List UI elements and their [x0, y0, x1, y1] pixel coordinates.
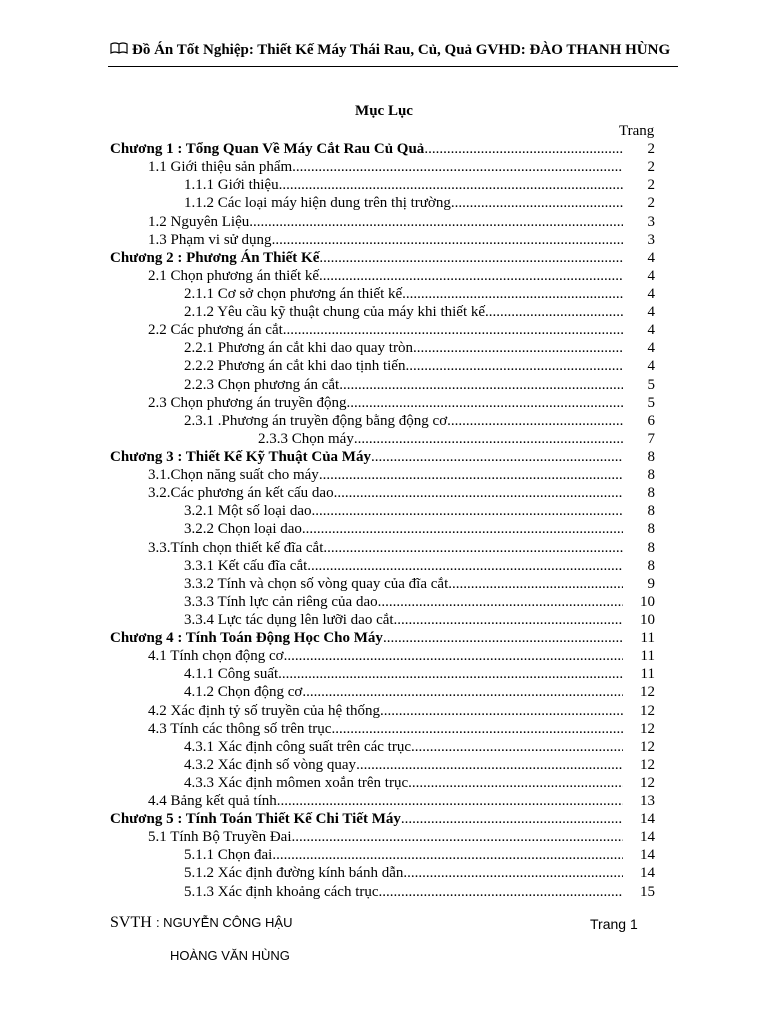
toc-entry[interactable] — [110, 665, 655, 683]
toc-entry-title: 2.2.1 Phương án cắt khi dao quay tròn — [184, 340, 413, 357]
toc-entry-page: 14 — [640, 811, 655, 828]
toc-entry-page: 11 — [640, 630, 655, 647]
toc-entry-page: 12 — [640, 720, 655, 737]
toc-entry[interactable] — [110, 683, 655, 701]
toc-entry-title: Chương 5 : Tính Toán Thiết Kế Chi Tiết Máy — [110, 811, 401, 828]
dot-leader — [448, 576, 623, 593]
toc-entry-page: 13 — [640, 793, 655, 810]
toc-entry[interactable] — [110, 484, 655, 502]
toc-entry[interactable] — [110, 575, 655, 593]
toc-entry-page: 9 — [647, 575, 655, 592]
toc-entry-page: 8 — [647, 557, 655, 574]
toc-entry-page: 2 — [647, 177, 655, 194]
toc-entry[interactable] — [110, 864, 655, 882]
toc-entry[interactable] — [110, 756, 655, 774]
toc-entry[interactable] — [110, 538, 655, 556]
toc-entry[interactable] — [110, 212, 655, 230]
toc-entry[interactable] — [110, 412, 655, 430]
toc-entry-title: 3.2.1 Một số loại dao — [184, 503, 312, 520]
toc-entry-page: 4 — [647, 285, 655, 302]
toc-entry-title: 4.2 Xác định tỷ số truyền của hệ thống — [148, 702, 381, 719]
toc-entry-title: 3.1.Chọn năng suất cho máy — [148, 467, 319, 484]
toc-entry-title: 3.3.1 Kết cấu đĩa cắt — [184, 557, 308, 574]
toc-entry-title: 5.1 Tính Bộ Truyền Đai — [148, 829, 292, 846]
toc-entry-page: 4 — [647, 322, 655, 339]
toc-entry-page: 8 — [647, 539, 655, 556]
toc-entry-title: 5.1.2 Xác định đường kính bánh dẫn — [184, 865, 404, 882]
page-header — [110, 42, 690, 59]
toc-entry-title: Chương 2 : Phương Án Thiết Kế — [110, 249, 320, 266]
dot-leader — [279, 177, 623, 194]
toc-entry-title: 1.1.2 Các loại máy hiện dung trên thị trường — [184, 195, 451, 212]
dot-leader — [403, 865, 623, 882]
dot-leader — [292, 829, 624, 846]
dot-leader — [383, 630, 623, 647]
dot-leader — [394, 612, 623, 629]
dot-leader — [272, 232, 623, 249]
dot-leader — [451, 195, 623, 212]
toc-entry-page: 8 — [647, 521, 655, 538]
toc-entry[interactable] — [110, 339, 655, 357]
toc-entry[interactable] — [110, 520, 655, 538]
dot-leader — [379, 884, 623, 901]
toc-entry[interactable] — [110, 738, 655, 756]
toc-entry-title: 3.2.Các phương án kết cấu dao — [148, 485, 334, 502]
toc-entry[interactable] — [110, 466, 655, 484]
dot-leader — [292, 159, 623, 176]
toc-entry-page: 8 — [647, 448, 655, 465]
dot-leader — [277, 793, 623, 810]
toc-entry-title: 3.2.2 Chọn loại dao — [184, 521, 302, 538]
dot-leader — [307, 558, 623, 575]
toc-entry-page: 2 — [647, 159, 655, 176]
dot-leader — [284, 648, 623, 665]
toc-entry[interactable] — [110, 303, 655, 321]
toc-entry[interactable] — [110, 502, 655, 520]
dot-leader — [319, 268, 623, 285]
dot-leader — [354, 431, 623, 448]
toc-entry-title: 4.3 Tính các thông số trên trục — [148, 720, 332, 737]
toc-entry[interactable] — [110, 647, 655, 665]
toc-entry[interactable] — [110, 828, 655, 846]
toc-entry-page: 8 — [647, 467, 655, 484]
toc-entry-title: 3.3.3 Tính lực cản riêng của dao — [184, 593, 378, 610]
toc-chapter-entry[interactable] — [110, 448, 655, 466]
toc-entry[interactable] — [110, 321, 655, 339]
toc-entry[interactable] — [110, 394, 655, 412]
toc-entry-title: 1.2 Nguyên Liệu — [148, 213, 250, 230]
toc-chapter-entry[interactable] — [110, 249, 655, 267]
dot-leader — [401, 811, 623, 828]
toc-entry[interactable] — [110, 176, 655, 194]
toc-entry[interactable] — [110, 720, 655, 738]
toc-entry-title: Chương 1 : Tổng Quan Về Máy Cắt Rau Củ Quả — [110, 141, 425, 158]
toc-entry-title: 4.4 Bảng kết quả tính — [148, 793, 277, 810]
toc-entry-page: 3 — [647, 231, 655, 248]
dot-leader — [356, 757, 623, 774]
toc-entry-page: 10 — [640, 593, 655, 610]
toc-entry-title: 4.1 Tính chọn động cơ — [148, 648, 284, 665]
toc-entry-title: 3.3.Tính chọn thiết kế đĩa cắt — [148, 539, 324, 556]
toc-entry-page: 15 — [640, 883, 655, 900]
dot-leader — [380, 703, 623, 720]
toc-entry[interactable] — [110, 701, 655, 719]
toc-entry-title: 4.3.1 Xác định công suất trên các trục — [184, 738, 411, 755]
toc-entry[interactable] — [110, 882, 655, 900]
student-name-2: HOÀNG VĂN HÙNG — [170, 948, 290, 963]
dot-leader — [319, 467, 623, 484]
dot-leader — [378, 594, 623, 611]
toc-entry-page: 4 — [647, 340, 655, 357]
toc-entry-page: 12 — [640, 738, 655, 755]
dot-leader — [402, 286, 623, 303]
toc-entry-title: 2.1.2 Yêu cầu kỹ thuật chung của máy khi thiết kế — [184, 304, 486, 321]
toc-entry-title: 1.1 Giới thiệu sản phẩm — [148, 159, 293, 176]
dot-leader — [302, 684, 623, 701]
dot-leader — [283, 322, 623, 339]
toc-entry[interactable] — [110, 375, 655, 393]
toc-entry-page: 6 — [647, 412, 655, 429]
toc-entry-title: 2.3.1 .Phương án truyền động bằng động cơ — [184, 412, 448, 429]
dot-leader — [408, 775, 623, 792]
toc-chapter-entry[interactable] — [110, 629, 655, 647]
toc-entry-page: 8 — [647, 485, 655, 502]
toc-entry-title: Chương 4 : Tính Toán Động Học Cho Máy — [110, 630, 383, 647]
footer-student-line — [110, 914, 292, 932]
toc-entry[interactable] — [110, 194, 655, 212]
toc-entry[interactable] — [110, 267, 655, 285]
toc-entry-title: 4.1.2 Chọn động cơ — [184, 684, 303, 701]
dot-leader — [405, 358, 623, 375]
toc-entry-title: 2.3.3 Chọn máy — [258, 430, 354, 447]
toc-entry[interactable] — [110, 774, 655, 792]
page-column-label: Trang — [619, 123, 655, 139]
toc-entry[interactable] — [110, 557, 655, 575]
toc-entry-title: 2.1 Chọn phương án thiết kế — [148, 267, 320, 284]
dot-leader — [323, 540, 623, 557]
toc-entry-page: 11 — [640, 666, 655, 683]
toc-entry-page: 2 — [647, 195, 655, 212]
toc-chapter-entry[interactable] — [110, 810, 655, 828]
toc-entry-page: 11 — [640, 648, 655, 665]
dot-leader — [302, 521, 623, 538]
dot-leader — [347, 395, 623, 412]
toc-entry-title: Chương 3 : Thiết Kế Kỹ Thuật Của Máy — [110, 448, 371, 465]
toc-entry-page: 12 — [640, 774, 655, 791]
dot-leader — [331, 721, 623, 738]
toc-entry-page: 5 — [647, 394, 655, 411]
dot-leader — [319, 250, 623, 267]
toc-entry-title: 2.2.2 Phương án cắt khi dao tịnh tiến — [184, 358, 406, 375]
dot-leader — [278, 666, 623, 683]
dot-leader — [447, 413, 623, 430]
dot-leader — [339, 377, 623, 394]
toc-entry[interactable] — [110, 158, 655, 176]
toc-entry-title: 3.3.4 Lực tác dụng lên lưỡi dao cắt — [184, 611, 394, 628]
dot-leader — [249, 214, 623, 231]
toc-entry-title: 4.1.1 Công suất — [184, 666, 279, 683]
toc-entry-page: 14 — [640, 829, 655, 846]
dot-leader — [411, 739, 623, 756]
toc-entry-page: 5 — [647, 376, 655, 393]
toc-entry[interactable] — [110, 357, 655, 375]
toc-entry-title: 1.1.1 Giới thiệu — [184, 177, 279, 194]
dot-leader — [424, 141, 623, 158]
toc-entry-page: 7 — [647, 430, 655, 447]
dot-leader — [272, 847, 623, 864]
toc-entry-page: 10 — [640, 611, 655, 628]
toc-entry[interactable] — [110, 430, 655, 448]
toc-entry-title: 2.1.1 Cơ sở chọn phương án thiết kế — [184, 285, 403, 302]
toc-entry-title: 1.3 Phạm vi sử dụng — [148, 231, 272, 248]
toc-entry[interactable] — [110, 792, 655, 810]
toc-entry[interactable] — [110, 593, 655, 611]
toc-entry-title: 4.3.3 Xác định mômen xoắn trên trục — [184, 774, 409, 791]
header-text: Đồ Án Tốt Nghiệp: Thiết Kế Máy Thái Rau, Củ, Quả GVHD: ĐÀO THANH HÙNG — [132, 42, 671, 58]
toc-entry[interactable] — [110, 846, 655, 864]
toc-entry-page: 4 — [647, 304, 655, 321]
toc-entry-page: 14 — [640, 865, 655, 882]
dot-leader — [312, 503, 624, 520]
student-name-1: : NGUYỄN CÔNG HẬU — [155, 915, 293, 930]
toc-entry-title: 5.1.3 Xác định khoảng cách trục — [184, 883, 379, 900]
toc-entry-title: 2.2.3 Chọn phương án cắt — [184, 376, 340, 393]
toc-entry-page: 8 — [647, 503, 655, 520]
dot-leader — [413, 340, 623, 357]
toc-entry[interactable] — [110, 285, 655, 303]
toc-entry-page: 12 — [640, 702, 655, 719]
toc-entry-title: 2.3 Chọn phương án truyền động — [148, 394, 347, 411]
toc-entry-page: 4 — [647, 358, 655, 375]
toc-entry-page: 4 — [647, 249, 655, 266]
toc-entry-page: 2 — [647, 141, 655, 158]
toc-entry-page: 12 — [640, 684, 655, 701]
dot-leader — [334, 485, 623, 502]
table-of-contents — [110, 140, 655, 901]
toc-title: Mục Lục — [355, 103, 413, 119]
toc-entry-page: 3 — [647, 213, 655, 230]
toc-entry-title: 2.2 Các phương án cắt — [148, 322, 283, 339]
header-rule — [108, 66, 678, 67]
dot-leader — [485, 304, 623, 321]
toc-entry-title: 3.3.2 Tính và chọn số vòng quay của đĩa cắt — [184, 575, 449, 592]
toc-entry-page: 4 — [647, 267, 655, 284]
footer-page-number: Trang 1 — [590, 916, 638, 932]
toc-entry-title: 5.1.1 Chọn đai — [184, 847, 273, 864]
toc-entry-title: 4.3.2 Xác định số vòng quay — [184, 756, 357, 773]
toc-entry[interactable] — [110, 231, 655, 249]
toc-entry-page: 14 — [640, 847, 655, 864]
svth-label: SVTH — [110, 914, 152, 931]
book-icon — [110, 42, 128, 59]
dot-leader — [371, 449, 623, 466]
toc-entry-page: 12 — [640, 756, 655, 773]
toc-chapter-entry[interactable] — [110, 140, 655, 158]
toc-entry[interactable] — [110, 611, 655, 629]
